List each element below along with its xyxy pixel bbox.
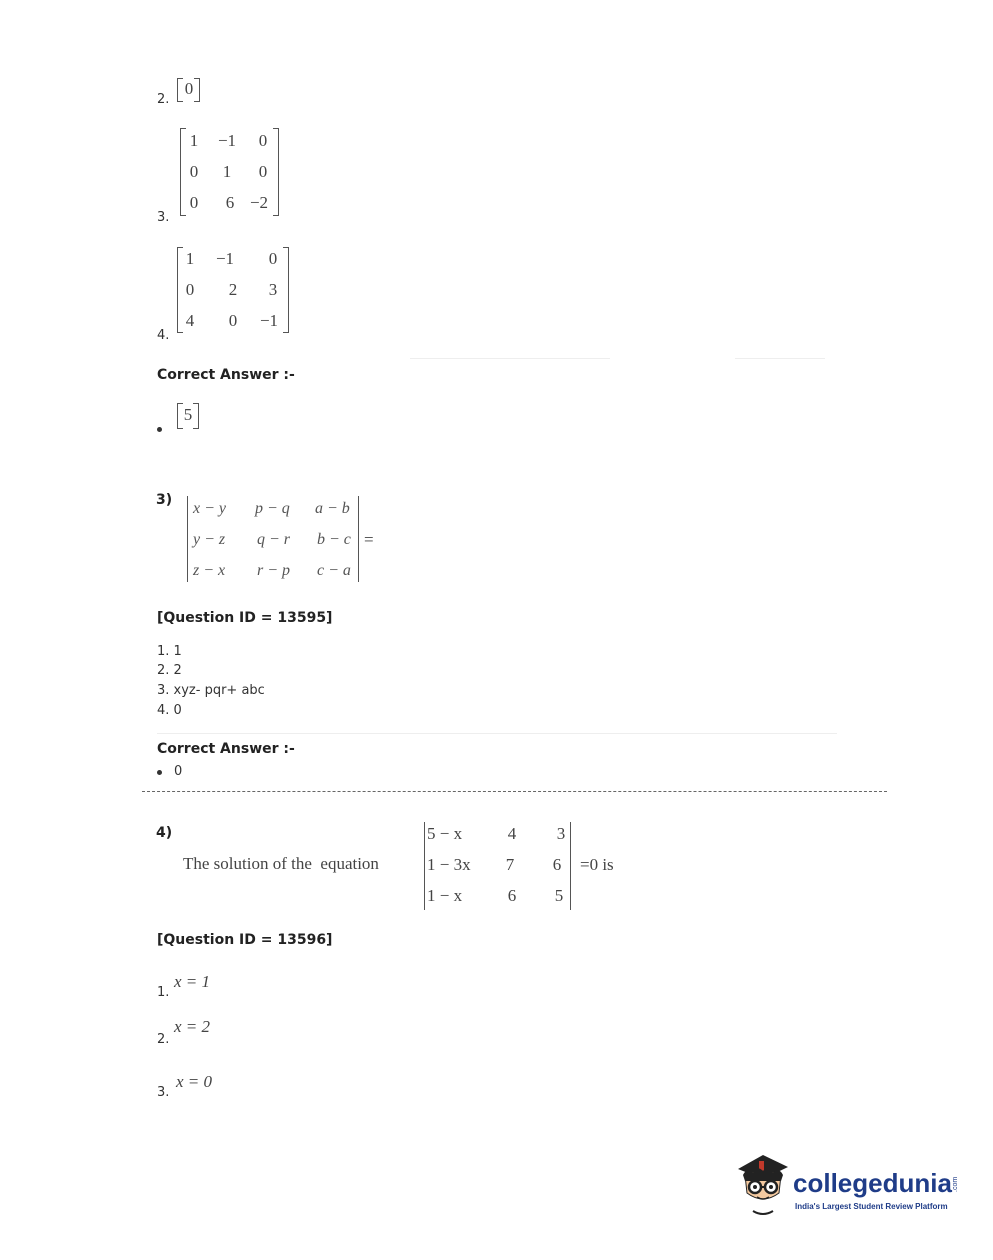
question-id: [Question ID = 13596] <box>157 932 333 948</box>
det-cell: a − b <box>315 500 350 517</box>
logo-tagline: India's Largest Student Review Platform <box>795 1202 948 1211</box>
question-number: 4) <box>156 825 173 841</box>
det-cell: z − x <box>193 562 226 579</box>
det-cell: 5 − x <box>427 824 463 843</box>
determinant-bar-right <box>570 822 571 910</box>
divider <box>410 358 610 359</box>
option-number: 4. <box>157 328 170 343</box>
matrix-cell: 2 <box>228 280 238 299</box>
option-number: 2. <box>157 92 170 107</box>
det-cell: 1 − 3x <box>427 855 471 874</box>
logo-wordmark: collegedunia <box>793 1168 952 1198</box>
option-expression: x = 0 <box>176 1072 213 1091</box>
det-cell: 3 <box>556 824 566 843</box>
option-number: 1. <box>157 985 170 1000</box>
det-cell: b − c <box>317 531 351 548</box>
bullet <box>157 770 162 775</box>
matrix-cell: 0 <box>185 280 195 299</box>
equation-tail: =0 is <box>580 855 614 874</box>
matrix-cell: 0 <box>258 162 268 181</box>
bullet <box>157 427 162 432</box>
det-cell: 7 <box>505 855 515 874</box>
matrix-cell: 0 <box>228 311 238 330</box>
matrix-cell: −2 <box>249 193 269 212</box>
det-cell: x − y <box>193 500 226 517</box>
matrix-cell: −1 <box>215 249 235 268</box>
mascot-icon <box>733 1153 791 1221</box>
det-cell: 6 <box>552 855 562 874</box>
matrix-cell: 4 <box>185 311 195 330</box>
matrix-bracket-right <box>194 78 200 102</box>
question-number: 3) <box>156 492 173 508</box>
divider <box>157 733 837 734</box>
matrix-cell: 0 <box>189 193 199 212</box>
det-cell: p − q <box>255 500 290 517</box>
matrix-cell: 3 <box>268 280 278 299</box>
option-item: 1. 1 <box>157 644 182 659</box>
option-expression: x = 1 <box>174 972 211 991</box>
option-number: 2. <box>157 1032 170 1047</box>
matrix-cell: 6 <box>225 193 235 212</box>
correct-matrix-cell: 5 <box>183 405 193 424</box>
determinant-bar-left <box>187 496 188 582</box>
divider <box>735 358 825 359</box>
option-item: 2. 2 <box>157 663 182 678</box>
matrix-cell: 0 <box>258 131 268 150</box>
question-stem: The solution of the equation <box>183 854 379 873</box>
section-separator <box>142 791 887 792</box>
matrix-cell: 1 <box>185 249 195 268</box>
det-cell: y − z <box>193 531 226 548</box>
determinant-bar-left <box>424 822 425 910</box>
correct-answer-label: Correct Answer :- <box>157 367 295 383</box>
matrix-cell: 1 <box>189 131 199 150</box>
det-cell: q − r <box>257 531 291 548</box>
matrix-cell: 1 <box>222 162 232 181</box>
det-cell: 4 <box>507 824 517 843</box>
option-item: 4. 0 <box>157 703 182 718</box>
matrix-cell: −1 <box>217 131 237 150</box>
det-cell: 1 − x <box>427 886 463 905</box>
det-cell: 5 <box>554 886 564 905</box>
matrix-bracket-right <box>193 403 199 429</box>
logo-suffix: .com <box>952 1176 959 1192</box>
equals-sign: = <box>364 530 374 549</box>
det-cell: 6 <box>507 886 517 905</box>
option-number: 3. <box>157 210 170 225</box>
option-item: 3. xyz- pqr+ abc <box>157 683 265 698</box>
matrix-cell: 0 <box>184 79 194 98</box>
determinant-bar-right <box>358 496 359 582</box>
det-cell: r − p <box>257 562 291 579</box>
matrix-cell: 0 <box>268 249 278 268</box>
matrix-cell: −1 <box>259 311 279 330</box>
correct-answer-value: 0 <box>174 764 183 779</box>
option-number: 3. <box>157 1085 170 1100</box>
matrix-cell: 0 <box>189 162 199 181</box>
question-id: [Question ID = 13595] <box>157 610 333 626</box>
det-cell: c − a <box>317 562 351 579</box>
correct-answer-label: Correct Answer :- <box>157 741 295 757</box>
option-expression: x = 2 <box>174 1017 211 1036</box>
